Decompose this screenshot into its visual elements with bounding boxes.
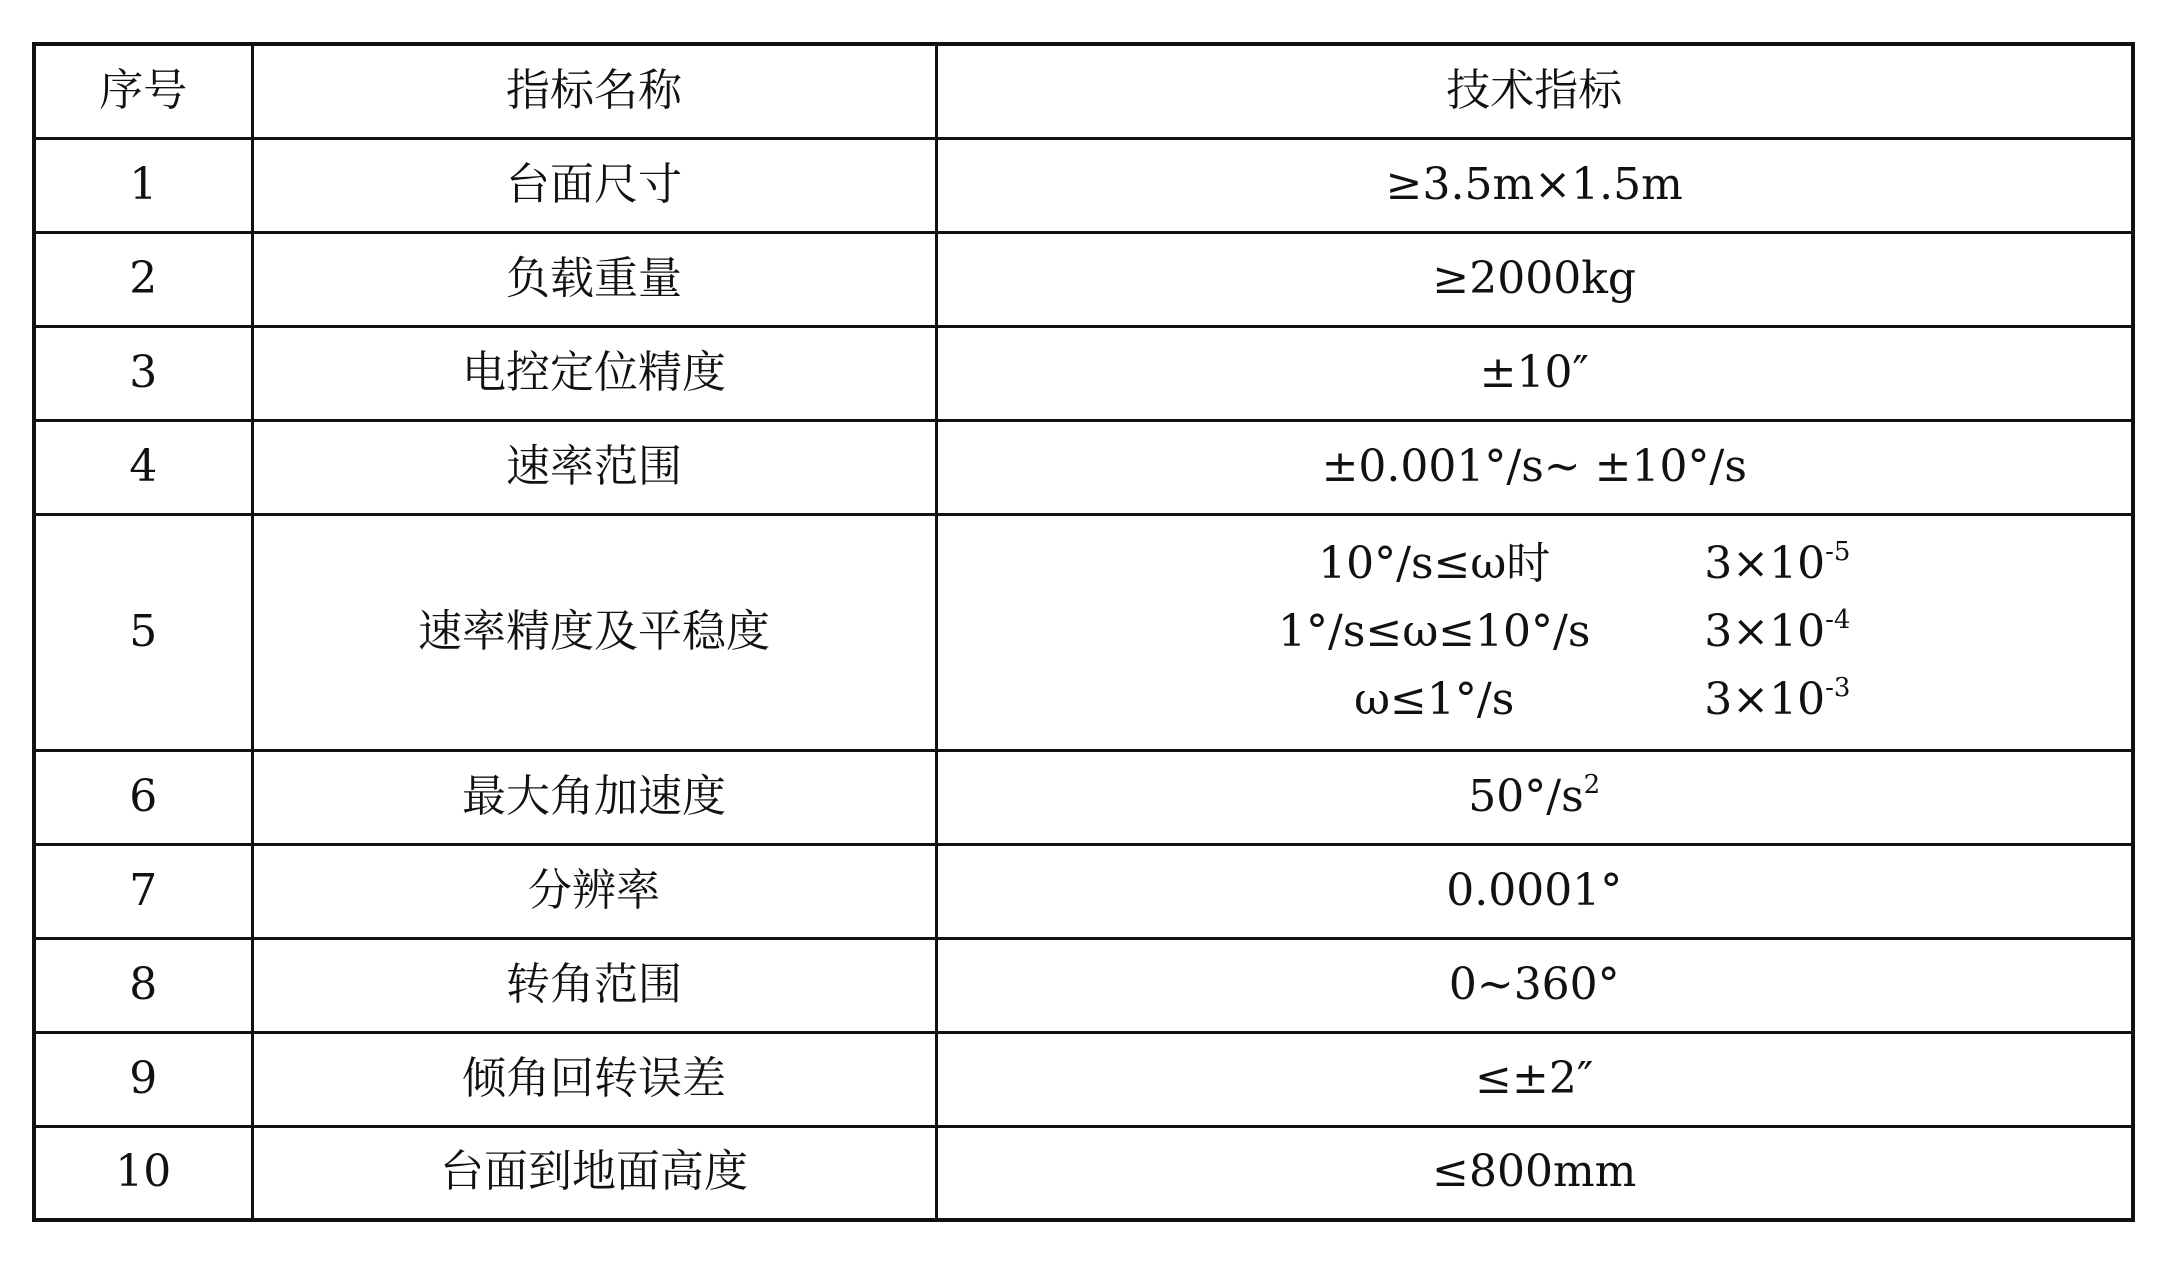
table-row: [34, 750, 2133, 844]
spec-line-value: [1704, 530, 1904, 598]
table-row: [34, 138, 2133, 232]
row-name: 负载重量: [252, 232, 936, 326]
spec-line-value: [1704, 666, 1904, 734]
row-name: 速率范围: [252, 420, 936, 514]
row-index: 9: [34, 1032, 252, 1126]
row-index: 5: [34, 514, 252, 750]
table-row: [34, 514, 2133, 750]
row-spec: 0.0001°: [936, 844, 2133, 938]
row-index: 3: [34, 326, 252, 420]
header-index: 序号: [34, 44, 252, 138]
row-spec: ≥2000kg: [936, 232, 2133, 326]
spec-exponent: 2: [1583, 769, 1601, 800]
row-index: 1: [34, 138, 252, 232]
header-name: 指标名称: [252, 44, 936, 138]
spec-line-condition: ω≤1°/s: [1354, 674, 1515, 725]
table-row: [34, 420, 2133, 514]
spec-line-exponent: -3: [1825, 673, 1851, 703]
spec-line: [1164, 666, 1904, 734]
row-spec: ≥3.5m×1.5m: [936, 138, 2133, 232]
row-index: 8: [34, 938, 252, 1032]
spec-line-base: 3×10: [1704, 674, 1826, 725]
row-spec: ±10″: [936, 326, 2133, 420]
row-name: 速率精度及平稳度: [252, 514, 936, 750]
spec-line: [1164, 530, 1904, 598]
row-spec: ±0.001°/s~ ±10°/s: [936, 420, 2133, 514]
row-name: 分辨率: [252, 844, 936, 938]
row-index: 2: [34, 232, 252, 326]
row-name: 台面尺寸: [252, 138, 936, 232]
spec-lines: [1164, 530, 1904, 734]
row-index: 7: [34, 844, 252, 938]
row-spec: 0~360°: [936, 938, 2133, 1032]
table-header-row: [34, 44, 2133, 138]
row-name: 倾角回转误差: [252, 1032, 936, 1126]
row-name: 台面到地面高度: [252, 1126, 936, 1220]
table-row: [34, 844, 2133, 938]
header-spec: 技术指标: [936, 44, 2133, 138]
row-index: 10: [34, 1126, 252, 1220]
row-name: 最大角加速度: [252, 750, 936, 844]
row-spec: ≤±2″: [936, 1032, 2133, 1126]
table-row: [34, 326, 2133, 420]
spec-line-exponent: -5: [1825, 537, 1851, 567]
spec-base: 50°/s: [1468, 770, 1584, 822]
spec-line-condition: 10°/s≤ω时: [1318, 538, 1551, 589]
spec-line-value: [1704, 598, 1904, 666]
table-row: [34, 1126, 2133, 1220]
row-name: 转角范围: [252, 938, 936, 1032]
row-spec: [936, 750, 2133, 844]
spec-line-base: 3×10: [1704, 538, 1826, 589]
table-row: [34, 1032, 2133, 1126]
spec-line-exponent: -4: [1825, 605, 1851, 635]
row-spec: ≤800mm: [936, 1126, 2133, 1220]
table-row: [34, 938, 2133, 1032]
spec-line-condition: 1°/s≤ω≤10°/s: [1278, 606, 1591, 657]
row-name: 电控定位精度: [252, 326, 936, 420]
spec-line-base: 3×10: [1704, 606, 1826, 657]
spec-table: [32, 42, 2135, 1222]
row-spec-multiline: [936, 514, 2133, 750]
row-index: 4: [34, 420, 252, 514]
table-row: [34, 232, 2133, 326]
spec-line: [1164, 598, 1904, 666]
row-index: 6: [34, 750, 252, 844]
